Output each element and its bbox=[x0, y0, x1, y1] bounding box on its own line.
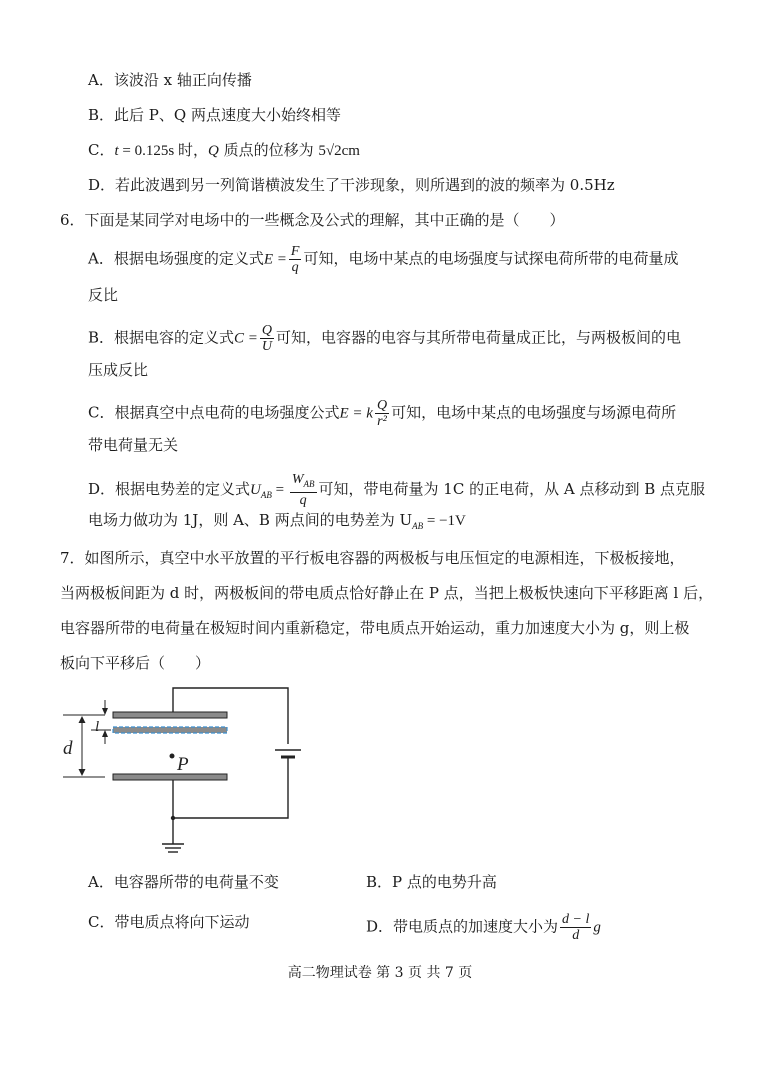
q6-c-fraction: $\frac{Q}{\text{r²}}$ bbox=[376, 398, 388, 429]
circuit-wire-right bbox=[173, 757, 288, 818]
q6-option-d: D．根据电势差的定义式$U_{AB}$ = $\frac{W_{AB}}{q}$ 可知，带电荷量为 1C 的正电荷，从 A 点移动到 B 点克服 bbox=[88, 472, 706, 508]
q6-option-b-line2: 压成反比 bbox=[88, 361, 149, 379]
upper-plate bbox=[113, 712, 227, 718]
q6-option-a: A．根据电场强度的定义式E = $\frac{F}{q}$ 可知，电场中某点的电场强度与试探电荷所带的电荷量成 bbox=[88, 244, 679, 275]
q7-option-b: B．P 点的电势升高 bbox=[366, 873, 497, 891]
upper-plate-moved-position bbox=[113, 727, 227, 733]
lower-plate bbox=[113, 774, 227, 780]
page-footer: 高二物理试卷 第 3 页 共 7 页 bbox=[287, 965, 473, 981]
q5-option-c-value: 5√2cm bbox=[318, 143, 360, 159]
label-l: l bbox=[95, 719, 100, 735]
q7-stem-line1: 7．如图所示，真空中水平放置的平行板电容器的两极板与电压恒定的电源相连，下极板接地， bbox=[60, 549, 685, 567]
q6-option-c-line2: 带电荷量无关 bbox=[88, 436, 179, 454]
q7-option-d: D．带电质点的加速度大小为 $\frac{d - l}{d}$ g bbox=[366, 912, 601, 943]
label-d: d bbox=[63, 738, 73, 759]
q7-d-fraction: $\frac{d - l}{d}$ bbox=[562, 912, 590, 943]
q7-stem-line2: 当两极板间距为 d 时，两极板间的带电质点恰好静止在 P 点，当把上极板快速向下平移距离 l 后， bbox=[60, 584, 714, 602]
q7-option-a: A．电容器所带的电荷量不变 bbox=[88, 873, 279, 891]
q5-option-b: B．此后 P、Q 两点速度大小始终相等 bbox=[88, 106, 341, 124]
q6-option-d-line2: 电场力做功为 1J，则 A、B 两点间的电势差为 $U_{AB} = -1V$ bbox=[88, 511, 466, 531]
q6-a-fraction: $\frac{F}{q}$ bbox=[290, 244, 300, 275]
q6-stem: 6．下面是某同学对电场中的一些概念及公式的理解，其中正确的是（ ） bbox=[60, 211, 565, 229]
q6-b-fraction: $\frac{Q}{U}$ bbox=[261, 323, 273, 354]
q5-option-a: A．该波沿 x 轴正向传播 bbox=[88, 71, 252, 89]
q5-option-c: C．t = 0.125s 时，Q 质点的位移为 5√2cm bbox=[88, 141, 360, 159]
label-p: P bbox=[177, 754, 189, 775]
point-p-dot bbox=[170, 754, 175, 759]
q7-stem-line3: 电容器所带的电荷量在极短时间内重新稳定，带电质点开始运动，重力加速度大小为 g，则上极 bbox=[60, 619, 690, 637]
capacitor-circuit-diagram bbox=[55, 680, 315, 865]
q6-option-a-line2: 反比 bbox=[88, 286, 119, 304]
q7-option-c: C．带电质点将向下运动 bbox=[88, 913, 250, 931]
q7-stem-line4: 板向下平移后（ ） bbox=[60, 654, 211, 672]
q5-option-d: D．若此波遇到另一列简谐横波发生了干涉现象，则所遇到的波的频率为 0.5Hz bbox=[88, 176, 615, 194]
q6-option-c: C．根据真空中点电荷的电场强度公式E = k $\frac{Q}{\text{r²}}$ 可知，电场中某点的电场强度与场源电荷所 bbox=[88, 398, 677, 429]
q6-d-fraction: $\frac{W_{AB}}{q}$ bbox=[291, 472, 315, 508]
q6-option-b: B．根据电容的定义式C = $\frac{Q}{U}$ 可知，电容器的电容与其所带电荷量成正比，与两极板间的电 bbox=[88, 323, 682, 354]
